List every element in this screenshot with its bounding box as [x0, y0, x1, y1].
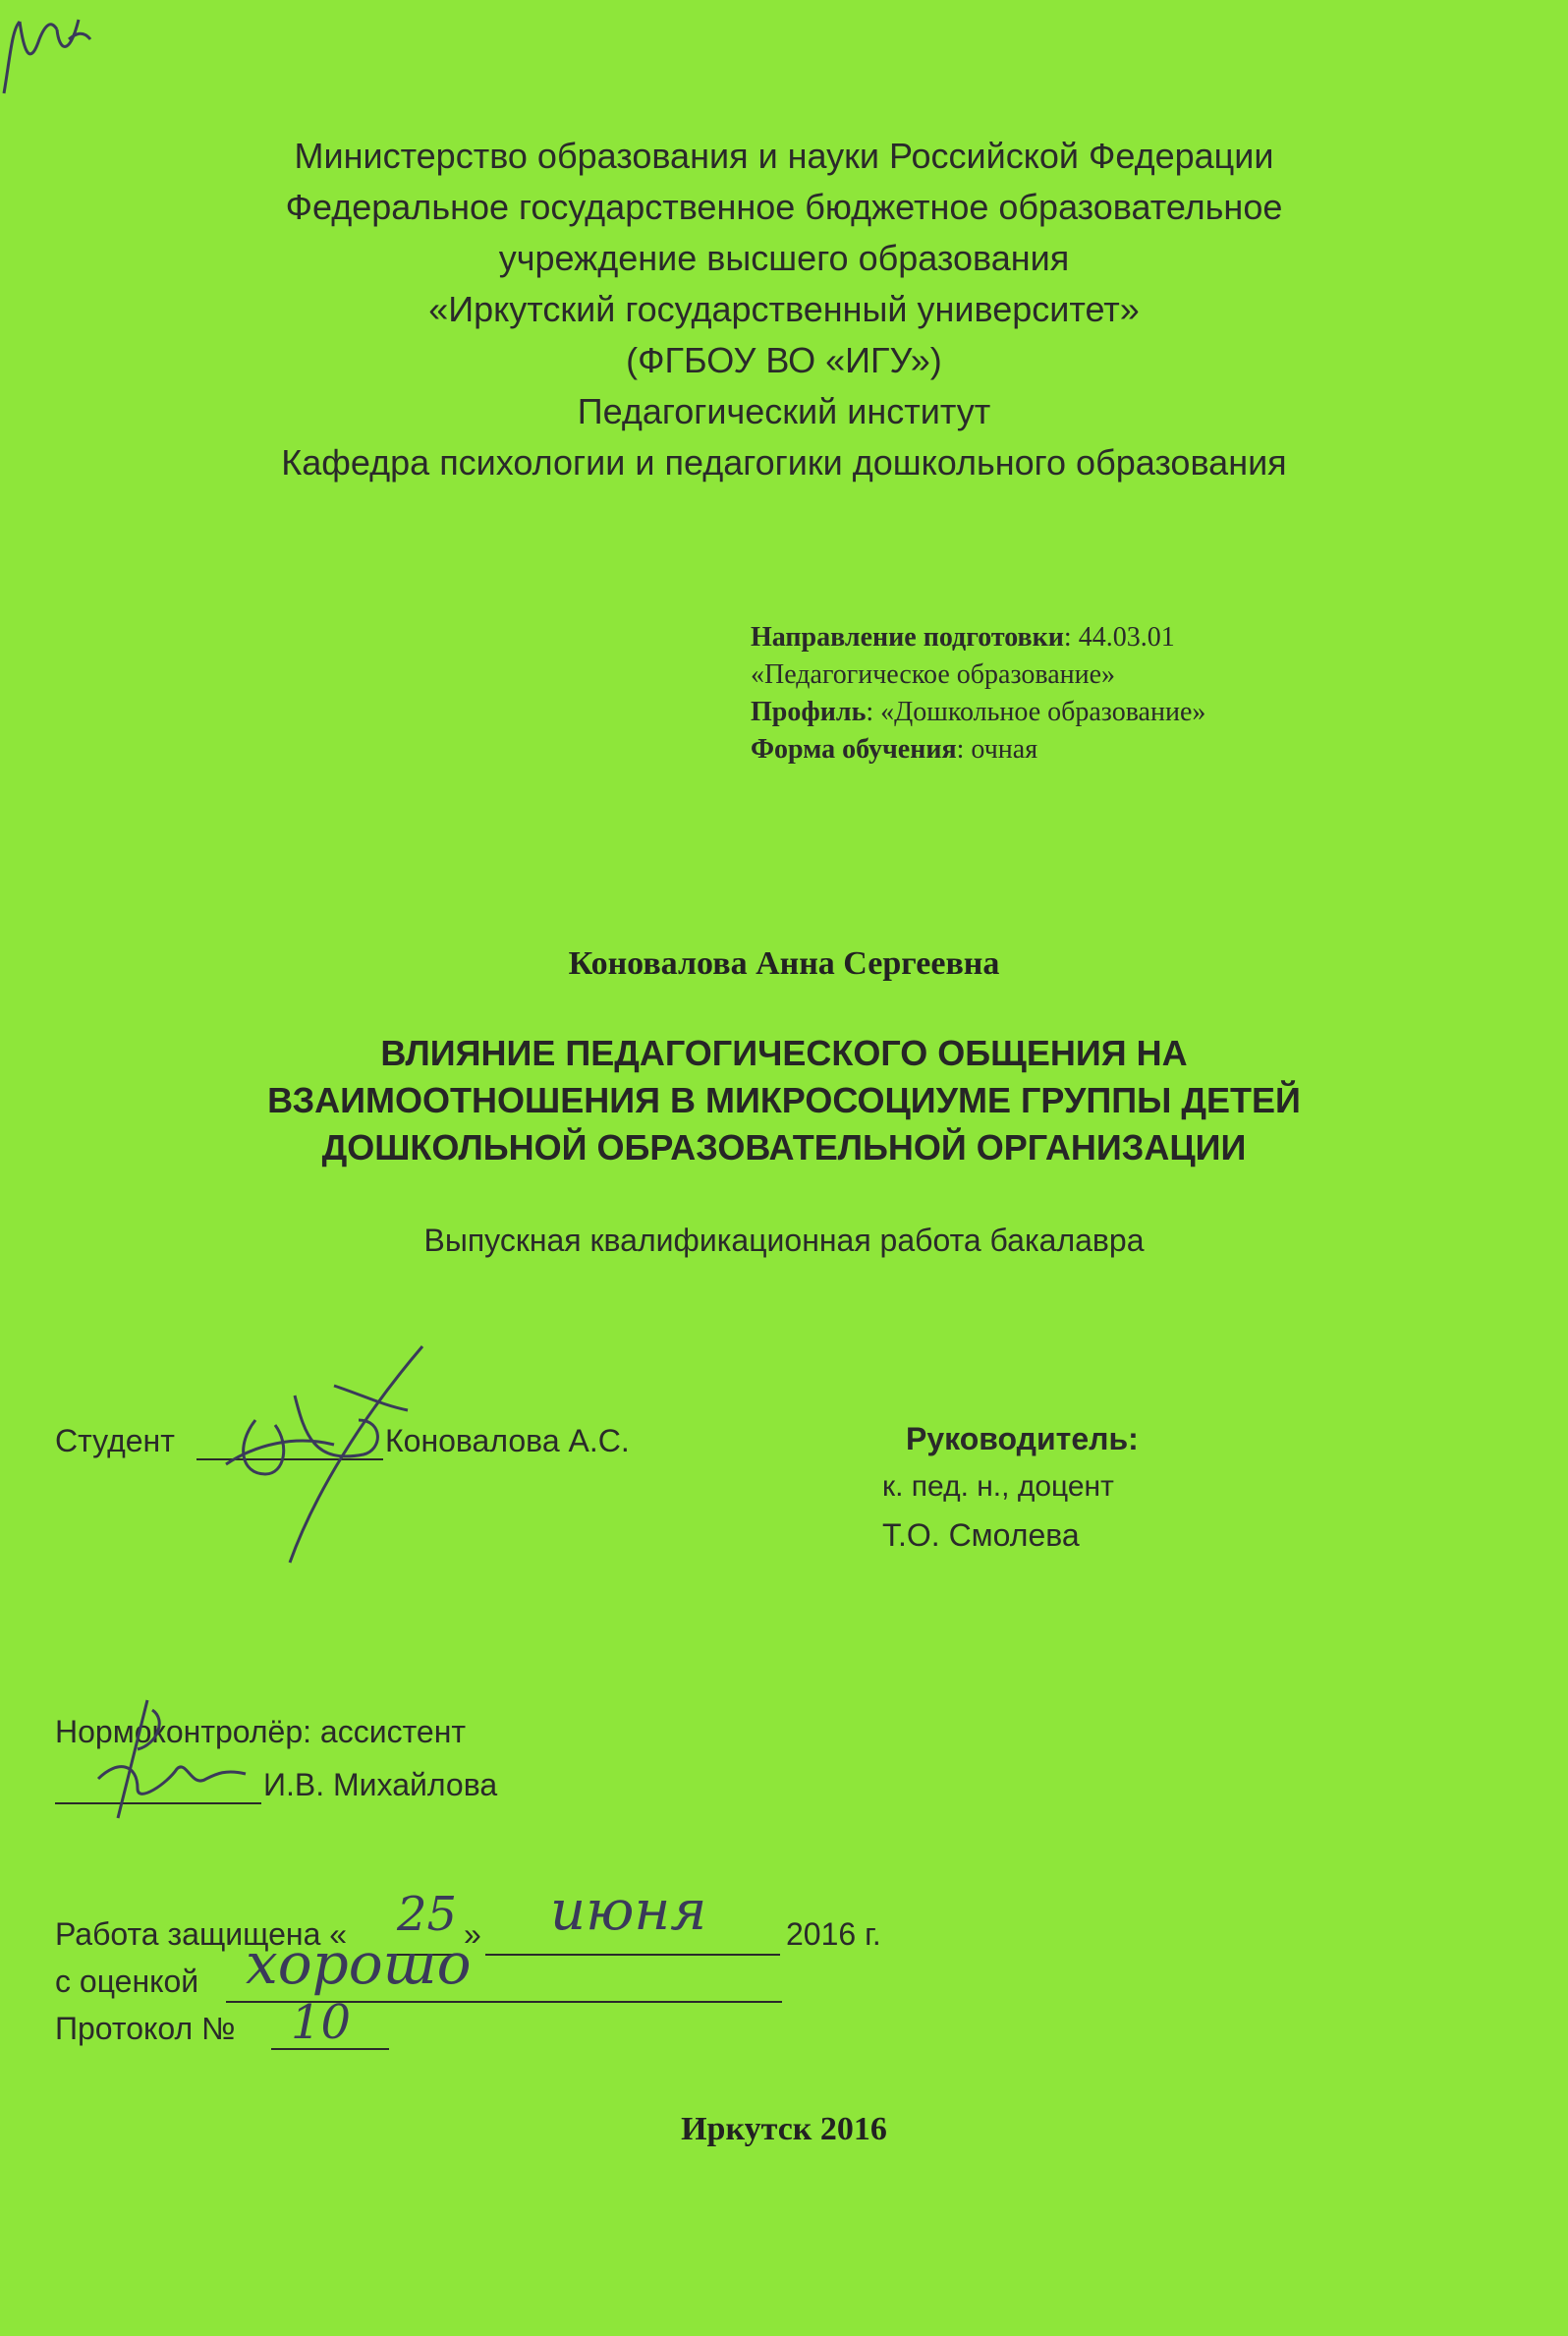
institution-type-line: Федеральное государственное бюджетное образовательное [285, 187, 1283, 227]
defense-month-line [485, 1954, 780, 1956]
work-type: Выпускная квалификационная работа бакалавра [423, 1223, 1145, 1258]
direction-label: Направление подготовки [751, 622, 1064, 653]
defense-day-close: » [464, 1916, 481, 1952]
normcontrol-name: И.В. Михайлова [263, 1767, 498, 1802]
normcontrol-signature-line [55, 1802, 261, 1804]
thesis-title-line-3: ДОШКОЛЬНОЙ ОБРАЗОВАТЕЛЬНОЙ ОРГАНИЗАЦИИ [321, 1127, 1247, 1168]
department-line: Кафедра психологии и педагогики дошкольного образования [281, 442, 1287, 483]
form-label: Форма обучения [751, 734, 957, 765]
normcontrol-label: Нормоконтролёр: ассистент [55, 1714, 467, 1749]
ministry-line: Министерство образования и науки Российской Федерации [294, 136, 1274, 176]
student-label: Студент [55, 1423, 175, 1458]
form-value: : очная [956, 734, 1038, 765]
program-info [751, 619, 1205, 769]
thesis-title-line-1: ВЛИЯНИЕ ПЕДАГОГИЧЕСКОГО ОБЩЕНИЯ НА [380, 1033, 1188, 1073]
institute-line: Педагогический институт [577, 391, 991, 431]
student-signature-line [196, 1458, 383, 1460]
grade-handwritten: хорошо [246, 1930, 472, 1997]
form-line [751, 731, 1205, 769]
student-name: Коновалова А.С. [385, 1423, 630, 1458]
institution-level-line: учреждение высшего образования [498, 238, 1070, 278]
thesis-title [0, 1030, 1568, 1171]
protocol-handwritten: 10 [291, 1995, 352, 2050]
defense-month-handwritten: июня [550, 1879, 707, 1943]
normcontrol-signature [79, 1690, 275, 1828]
supervisor-label: Руководитель: [906, 1421, 1139, 1456]
direction-line [751, 619, 1205, 656]
profile-line [751, 694, 1205, 731]
protocol-label: Протокол № [55, 2011, 236, 2046]
grade-label: с оценкой [55, 1964, 199, 1999]
author-name: Коновалова Анна Сергеевна [568, 945, 1000, 982]
university-name-line: «Иркутский государственный университет» [428, 289, 1140, 329]
direction-name: «Педагогическое образование» [751, 659, 1116, 690]
profile-label: Профиль [751, 697, 867, 727]
university-abbr-line: (ФГБОУ ВО «ИГУ») [626, 340, 942, 380]
direction-code: : 44.03.01 [1063, 622, 1175, 653]
defense-year: 2016 г. [786, 1916, 881, 1952]
thesis-title-line-2: ВЗАИМООТНОШЕНИЯ В МИКРОСОЦИУМЕ ГРУППЫ ДЕТЕЙ [267, 1080, 1301, 1120]
institution-header [0, 131, 1568, 488]
defense-day-handwritten: 25 [397, 1887, 458, 1942]
supervisor-degree: к. пед. н., доцент [882, 1470, 1114, 1503]
supervisor-name: Т.О. Смолева [882, 1517, 1080, 1553]
profile-value: : «Дошкольное образование» [866, 697, 1206, 727]
defense-prefix: Работа защищена « [55, 1916, 348, 1952]
corner-ink-mark [0, 0, 118, 118]
city-year: Иркутск 2016 [681, 2111, 887, 2147]
